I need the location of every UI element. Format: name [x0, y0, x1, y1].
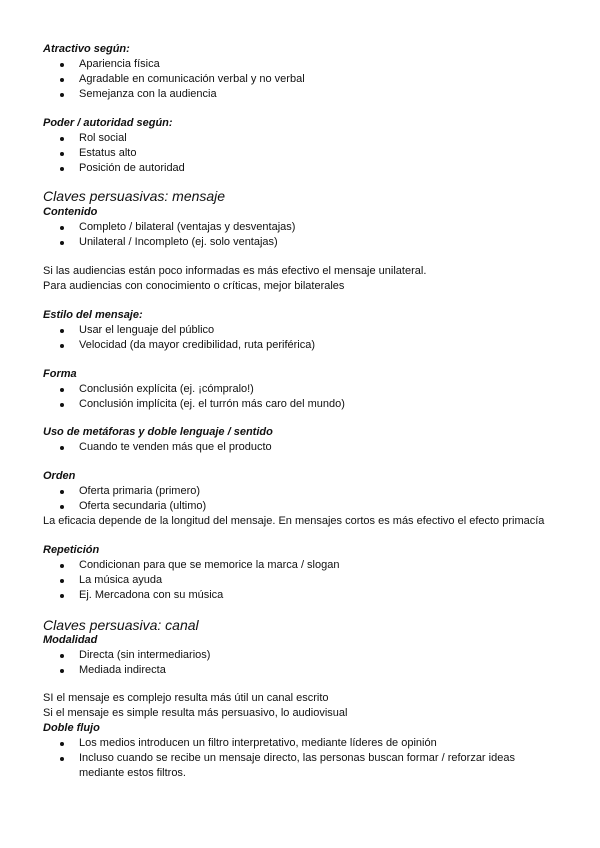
- list-item: [43, 87, 583, 102]
- bullet-icon: [60, 669, 64, 673]
- notes-contenido: [43, 264, 583, 294]
- section-modalidad: [43, 633, 583, 678]
- bullet-icon: [60, 226, 64, 230]
- bullet-icon: [60, 388, 64, 392]
- list-item: [43, 573, 583, 588]
- list-item: [43, 220, 583, 235]
- list-item: [43, 382, 583, 397]
- list-item: [43, 72, 583, 87]
- list-item: [43, 440, 583, 455]
- list-item: [43, 499, 583, 514]
- section-metaforas: [43, 425, 583, 455]
- heading-forma: Forma: [43, 368, 77, 380]
- list-item: [43, 588, 583, 603]
- list-doble-flujo: [43, 736, 533, 781]
- list-item-text: Agradable en comunicación verbal y no verbal: [79, 73, 305, 85]
- notes-modalidad: [43, 691, 583, 721]
- list-orden: [43, 484, 583, 514]
- list-atractivo: [43, 57, 583, 102]
- list-item-text: Conclusión implícita (ej. el turrón más caro del mundo): [79, 398, 345, 410]
- list-item: [43, 397, 583, 412]
- section-orden: [43, 469, 583, 529]
- bullet-icon: [60, 742, 64, 746]
- list-item-text: Velocidad (da mayor credibilidad, ruta periférica): [79, 339, 316, 351]
- section-poder: [43, 116, 583, 176]
- section-contenido: [43, 205, 583, 250]
- bullet-icon: [60, 152, 64, 156]
- list-item-text: Usar el lenguaje del público: [79, 324, 215, 336]
- list-item-text: Oferta primaria (primero): [79, 485, 201, 497]
- list-item: [43, 648, 583, 663]
- list-item: [43, 558, 583, 573]
- list-modalidad: [43, 648, 583, 678]
- list-item-text: Estatus alto: [79, 147, 137, 159]
- title-mensaje: Claves persuasivas: mensaje: [43, 188, 226, 204]
- bullet-icon: [60, 93, 64, 97]
- list-item-text: La música ayuda: [79, 574, 163, 586]
- heading-orden: Orden: [43, 470, 76, 482]
- bullet-icon: [60, 63, 64, 67]
- heading-modalidad: Modalidad: [43, 634, 98, 646]
- paragraph: Si el mensaje es simple resulta más persuasivo, lo audiovisual: [43, 707, 348, 719]
- section-doble-flujo: [43, 721, 583, 781]
- paragraph: SI el mensaje es complejo resulta más útil un canal escrito: [43, 692, 329, 704]
- bullet-icon: [60, 403, 64, 407]
- list-item-text: Semejanza con la audiencia: [79, 88, 217, 100]
- title-canal: Claves persuasiva: canal: [43, 617, 199, 633]
- list-item-text: Unilateral / Incompleto (ej. solo ventajas): [79, 236, 278, 248]
- list-repeticion: [43, 558, 583, 603]
- bullet-icon: [60, 78, 64, 82]
- list-item: [43, 57, 583, 72]
- bullet-icon: [60, 654, 64, 658]
- list-item: [43, 235, 583, 250]
- bullet-icon: [60, 490, 64, 494]
- list-item: [43, 131, 583, 146]
- list-item-text: Mediada indirecta: [79, 664, 166, 676]
- list-item-text: Apariencia física: [79, 58, 160, 70]
- list-item-text: Posición de autoridad: [79, 162, 185, 174]
- heading-estilo: Estilo del mensaje:: [43, 309, 143, 321]
- list-item-text: Los medios introducen un filtro interpretativo, mediante líderes de opinión: [79, 737, 437, 749]
- heading-contenido: Contenido: [43, 206, 98, 218]
- bullet-icon: [60, 564, 64, 568]
- paragraph: Si las audiencias están poco informadas es más efectivo el mensaje unilateral.: [43, 265, 427, 277]
- section-repeticion: [43, 543, 583, 603]
- list-forma: [43, 382, 583, 412]
- bullet-icon: [60, 329, 64, 333]
- list-item: [43, 736, 533, 751]
- heading-metaforas: Uso de metáforas y doble lenguaje / sentido: [43, 426, 273, 438]
- heading-atractivo: Atractivo según:: [43, 43, 130, 55]
- bullet-icon: [60, 579, 64, 583]
- list-contenido: [43, 220, 583, 250]
- list-item-text: Completo / bilateral (ventajas y desventajas): [79, 221, 296, 233]
- heading-poder: Poder / autoridad según:: [43, 117, 173, 129]
- bullet-icon: [60, 757, 64, 761]
- bullet-icon: [60, 137, 64, 141]
- section-forma: [43, 367, 583, 412]
- bullet-icon: [60, 167, 64, 171]
- section-estilo: [43, 308, 583, 353]
- section-atractivo: [43, 42, 583, 102]
- list-item-text: Incluso cuando se recibe un mensaje directo, las personas buscan formar / reforzar ideas mediante estos filtros.: [79, 752, 515, 779]
- list-metaforas: [43, 440, 583, 455]
- bullet-icon: [60, 446, 64, 450]
- list-item-text: Cuando te venden más que el producto: [79, 441, 272, 453]
- heading-repeticion: Repetición: [43, 544, 100, 556]
- section-title-canal: [43, 617, 583, 634]
- list-item-text: Condicionan para que se memorice la marca / slogan: [79, 559, 340, 571]
- list-item-text: Rol social: [79, 132, 127, 144]
- bullet-icon: [60, 505, 64, 509]
- list-item: [43, 323, 583, 338]
- heading-doble-flujo: Doble flujo: [43, 722, 100, 734]
- list-item-text: Conclusión explícita (ej. ¡cómpralo!): [79, 383, 254, 395]
- paragraph: Para audiencias con conocimiento o críticas, mejor bilaterales: [43, 280, 345, 292]
- list-item-text: Ej. Mercadona con su música: [79, 589, 224, 601]
- list-item: [43, 338, 583, 353]
- list-item-text: Directa (sin intermediarios): [79, 649, 211, 661]
- list-poder: [43, 131, 583, 176]
- section-title-mensaje: [43, 188, 583, 205]
- list-estilo: [43, 323, 583, 353]
- list-item: [43, 484, 583, 499]
- list-item-text: Oferta secundaria (ultimo): [79, 500, 207, 512]
- list-item: [43, 663, 583, 678]
- list-item: [43, 146, 583, 161]
- list-item: [43, 161, 583, 176]
- bullet-icon: [60, 241, 64, 245]
- paragraph: La eficacia depende de la longitud del mensaje. En mensajes cortos es más efectivo el efecto primacía: [43, 515, 545, 527]
- list-item: [43, 751, 533, 781]
- bullet-icon: [60, 344, 64, 348]
- bullet-icon: [60, 594, 64, 598]
